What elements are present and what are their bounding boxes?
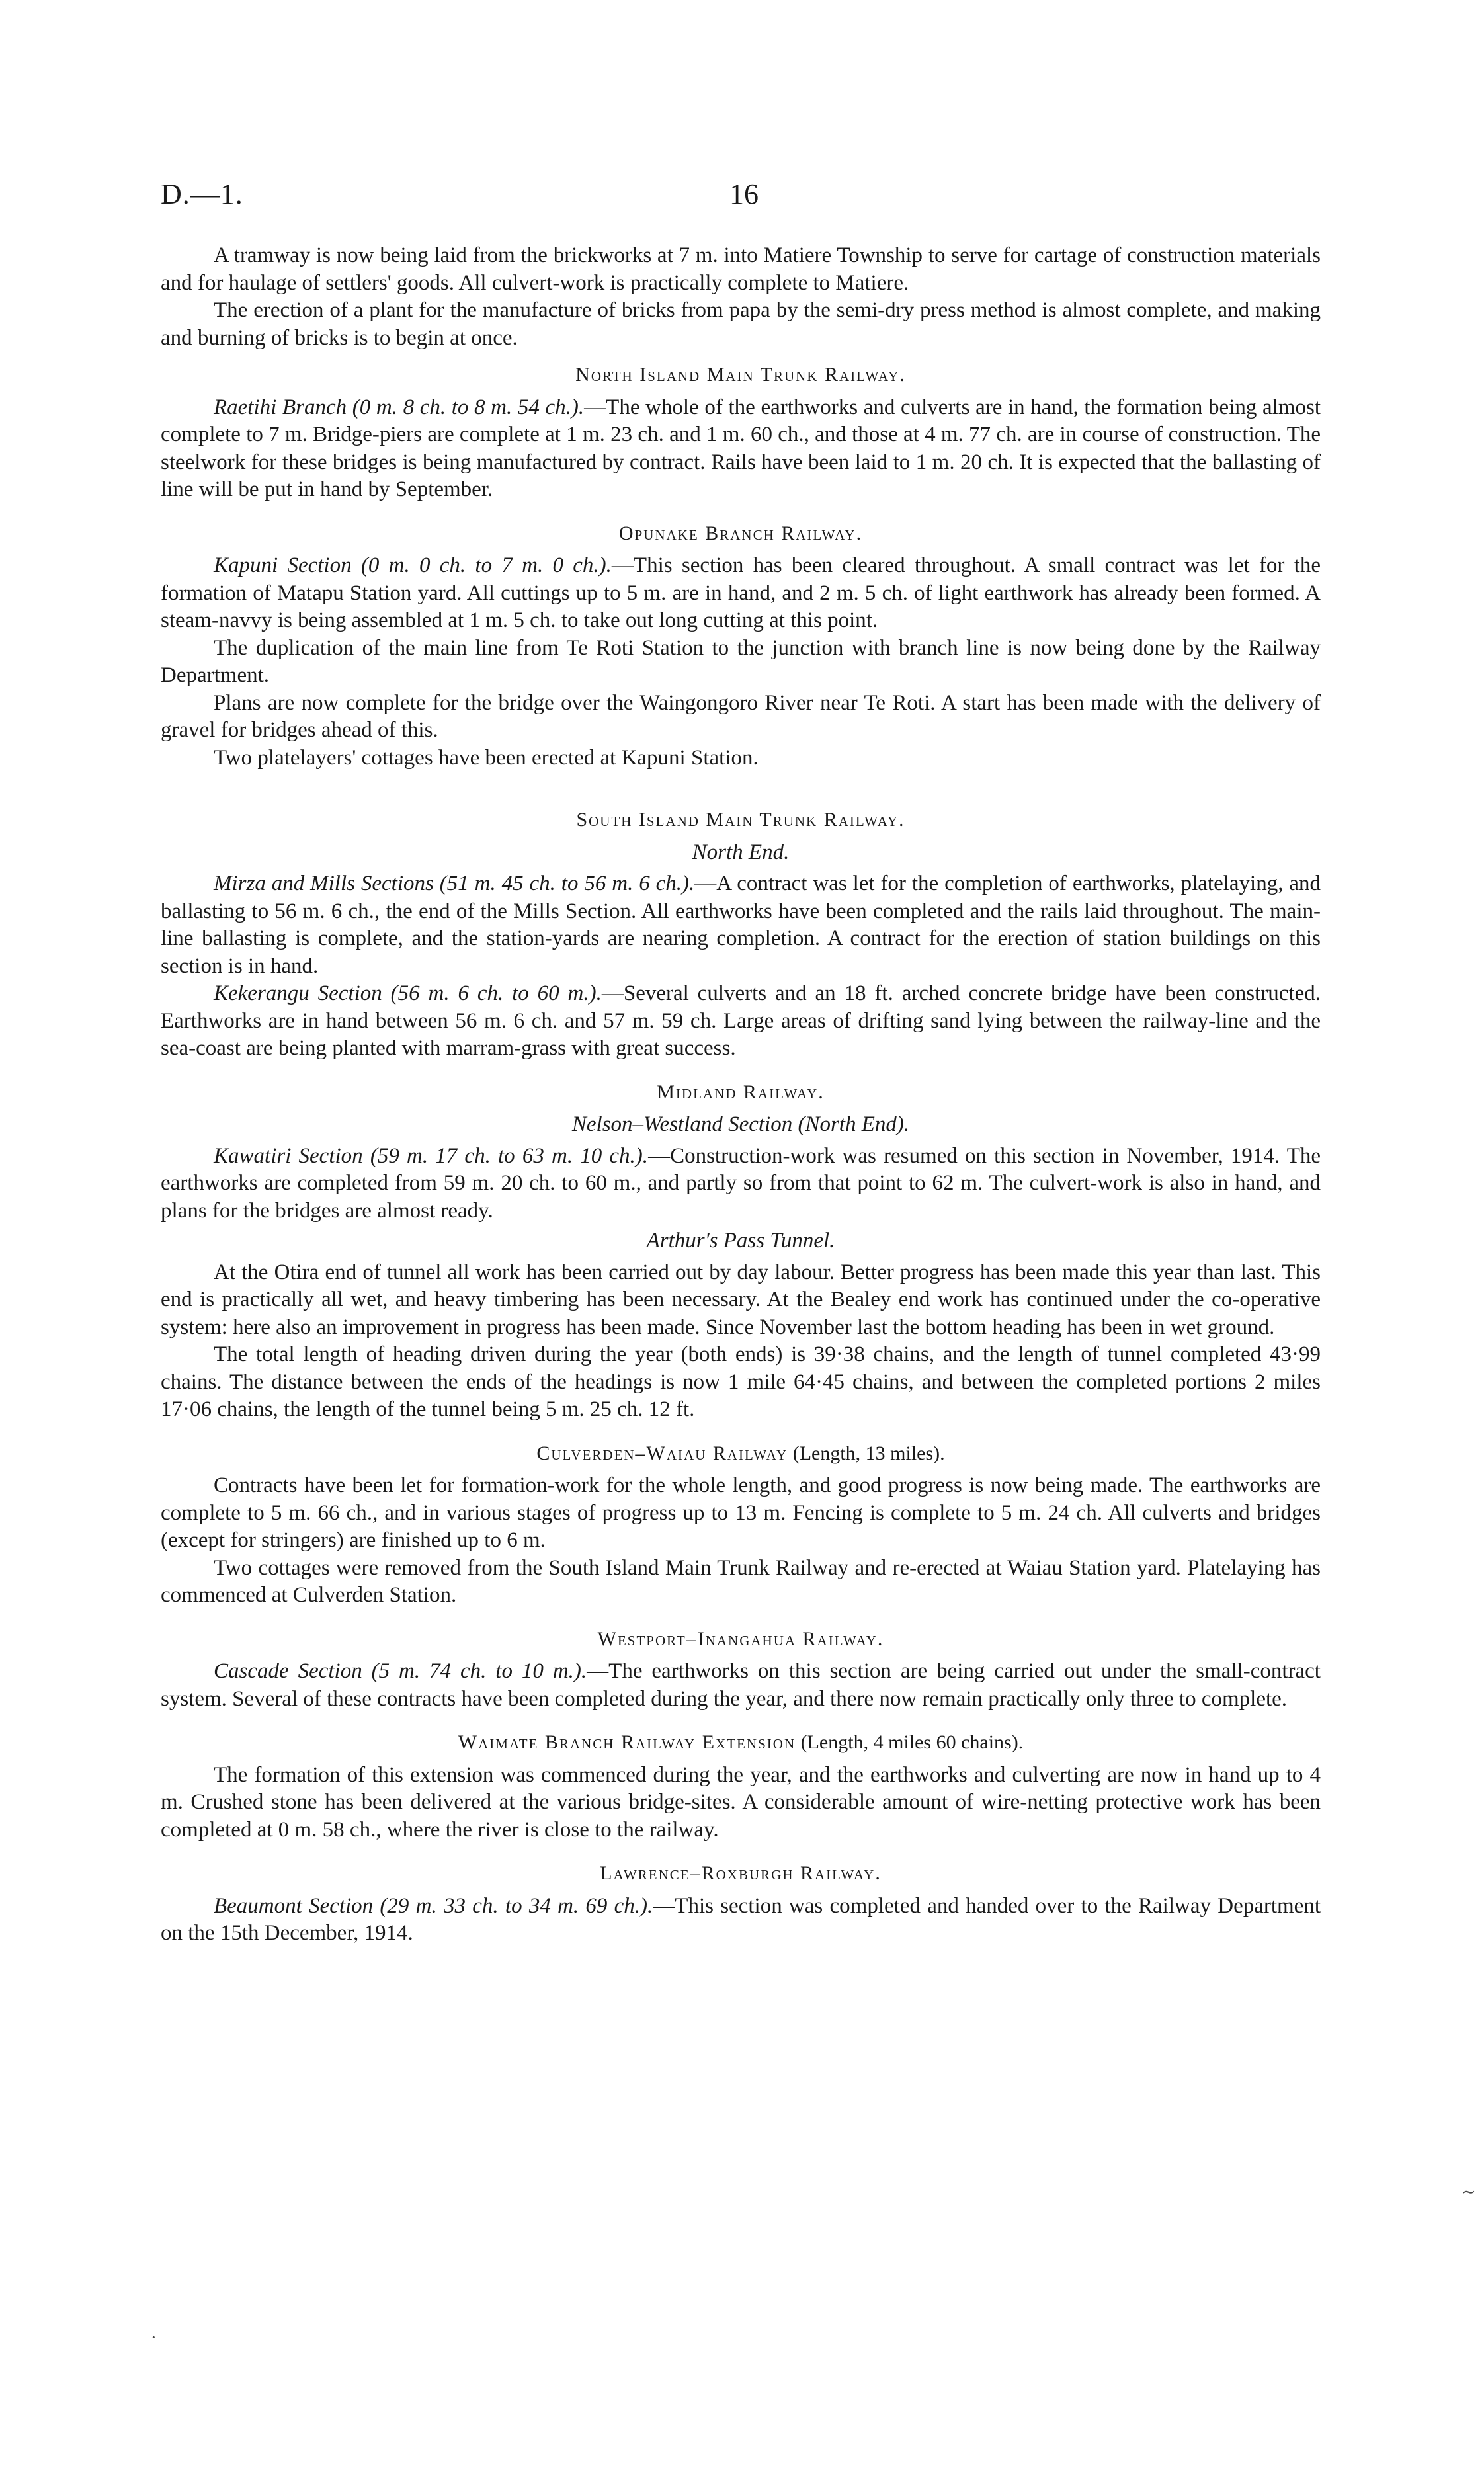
section-title: Cascade Section (5 m. 74 ch. to 10 m.).: [214, 1659, 587, 1683]
paragraph: Plans are now complete for the bridge over the Waingongoro River near Te Roti. A start has been made with the delivery of gravel for bridges ahead of this.: [161, 690, 1321, 742]
paragraph-text: —Several culverts and an 18 ft. arched concrete bridge have been constructed. Earthworks are in hand between 56 m. 6 ch. and 57 m. 59 ch. Large areas of drifting sand lying between the railway-line and the sea-coast are being planted with marram-grass with great success.: [161, 981, 1321, 1060]
heading-extra: (Length, 13 miles).: [788, 1442, 945, 1464]
paragraph: Contracts have been let for formation-work for the whole length, and good progress is now being made. The earthworks are complete to 5 m. 66 ch., and in various stages of progress up to 13 m. Fencing is complete to 5 m. 24 ch. All culverts and bridges (except for stringers) are finished up to 6 m.: [161, 1473, 1321, 1552]
page-body: [161, 242, 1321, 1948]
section-heading-westport-inangahua: Westport–Inangahua Railway.: [597, 1627, 884, 1650]
subheading: Arthur's Pass Tunnel.: [646, 1229, 835, 1253]
paragraph: The erection of a plant for the manufacture of bricks from papa by the semi-dry press method is almost complete, and making and burning of bricks is to begin at once.: [161, 298, 1321, 350]
subheading: North End.: [692, 840, 790, 864]
section-title: Kawatiri Section (59 m. 17 ch. to 63 m. 10 ch.).: [214, 1143, 649, 1168]
paragraph: [161, 394, 1321, 504]
page-reference: D.—1.: [161, 178, 243, 210]
section-heading-opunake-branch: Opunake Branch Railway.: [618, 522, 863, 544]
paragraph: Two platelayers' cottages have been erected at Kapuni Station.: [214, 745, 759, 770]
paragraph: [161, 1658, 1321, 1713]
paragraph: At the Otira end of tunnel all work has been carried out by day labour. Better progress has been made this year than last. This end is practically all wet, and heavy timbering has been necessary. At the Bealey end work has continued under the co-operative system: here also an improvement in progress has been made. Since November last the bottom heading has been in wet ground.: [161, 1260, 1321, 1339]
paragraph: [161, 1143, 1321, 1225]
scan-dot: ·: [151, 2328, 157, 2347]
section-heading-midland: Midland Railway.: [657, 1081, 825, 1103]
section-heading-waimate-branch: [161, 1729, 1321, 1756]
section-title: Kekerangu Section (56 m. 6 ch. to 60 m.).: [214, 981, 602, 1005]
page-header: [161, 177, 1321, 217]
paragraph-text: —This section has been cleared throughout. A small contract was let for the formation of Matapu Station yard. All cuttings up to 5 m. are in hand, and 2 m. 5 ch. of light earthwork has already been formed. A steam-navvy is being assembled at 1 m. 5 ch. to take out long cutting at this point.: [161, 554, 1321, 632]
section-heading-north-island-main-trunk: North Island Main Trunk Railway.: [575, 364, 906, 386]
heading-main: Waimate Branch Railway Extension: [458, 1731, 796, 1753]
heading-main: Culverden–Waiau Railway: [536, 1442, 788, 1464]
paragraph: The formation of this extension was commenced during the year, and the earthworks and culverting are now in hand up to 4 m. Crushed stone has been delivered at the various bridge-sites. A considerable amount of wire-netting protective work has been completed at 0 m. 58 ch., where the river is close to the railway.: [161, 1762, 1321, 1842]
paragraph: [161, 552, 1321, 635]
page-number: 16: [729, 178, 759, 210]
paragraph-text: —The earthworks on this section are being carried out under the small-contract system. Several of these contracts have been completed during the year, and there now remain practically only three to complete.: [161, 1659, 1321, 1711]
paragraph-text: —This section was completed and handed over to the Railway Department on the 15th December, 1914.: [161, 1893, 1321, 1945]
paragraph-text: —A contract was let for the completion of earthworks, platelaying, and ballasting to 56 m. 6 ch., the end of the Mills Section. All earthworks have been completed and the rails laid throughout. The main-line ballasting is complete, and the station-yards are nearing completion. A contract for the erection of station buildings on this section is in hand.: [161, 872, 1321, 978]
paragraph: Two cottages were removed from the South Island Main Trunk Railway and re-erected at Waiau Station yard. Platelaying has commenced at Culverden Station.: [161, 1555, 1321, 1607]
section-heading-culverden-waiau: [161, 1440, 1321, 1467]
paragraph: [161, 870, 1321, 980]
heading-extra: (Length, 4 miles 60 chains).: [796, 1731, 1024, 1753]
paragraph: The total length of heading driven during the year (both ends) is 39·38 chains, and the length of tunnel completed 43·99 chains. The distance between the ends of the headings is now 1 mile 64·45 chains, and between the completed portions 2 miles 17·06 chains, the length of the tunnel being 5 m. 25 ch. 12 ft.: [161, 1342, 1321, 1421]
paragraph: [161, 1893, 1321, 1948]
section-title: Kapuni Section (0 m. 0 ch. to 7 m. 0 ch.).: [214, 554, 612, 577]
subheading: Nelson–Westland Section (North End).: [571, 1112, 910, 1136]
section-title: Mirza and Mills Sections (51 m. 45 ch. to 56 m. 6 ch.).: [214, 872, 695, 895]
section-heading-lawrence-roxburgh: Lawrence–Roxburgh Railway.: [600, 1862, 882, 1884]
paragraph-text: —The whole of the earthworks and culverts are in hand, the formation being almost complete to 7 m. Bridge-piers are complete at 1 m. 23 ch. and 1 m. 60 ch., and those at 4 m. 77 ch. are in course of construction. The steelwork for these bridges is being manufactured by contract. Rails have been laid to 1 m. 20 ch. It is expected that the ballasting of line will be put in hand by September.: [161, 395, 1321, 501]
scan-mark: ∼: [1462, 2182, 1476, 2201]
paragraph: [161, 980, 1321, 1063]
paragraph: A tramway is now being laid from the brickworks at 7 m. into Matiere Township to serve for cartage of construction materials and for haulage of settlers' goods. All culvert-work is practically complete to Matiere.: [161, 243, 1321, 295]
section-title: Raetihi Branch (0 m. 8 ch. to 8 m. 54 ch.).: [214, 395, 585, 419]
section-heading-south-island-main-trunk: South Island Main Trunk Railway.: [576, 809, 905, 831]
paragraph-text: —Construction-work was resumed on this section in November, 1914. The earthworks are completed from 59 m. 20 ch. to 60 m., and partly so from that point to 62 m. The culvert-work is also in hand, and plans for the bridges are almost ready.: [161, 1143, 1321, 1223]
paragraph: The duplication of the main line from Te Roti Station to the junction with branch line is now being done by the Railway Department.: [161, 636, 1321, 687]
section-title: Beaumont Section (29 m. 33 ch. to 34 m. 69 ch.).: [214, 1893, 653, 1918]
